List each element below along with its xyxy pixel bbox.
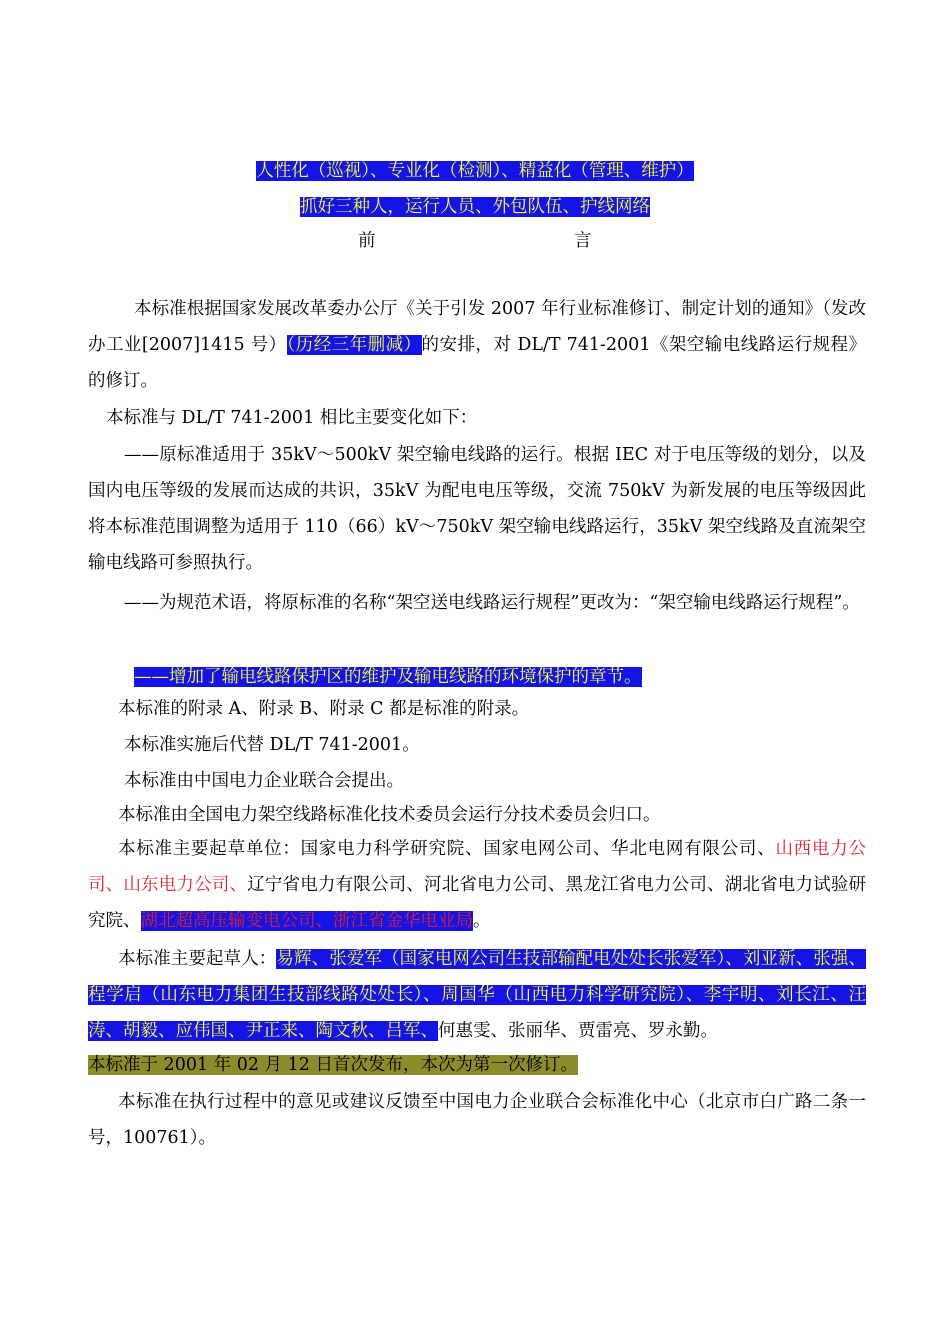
drafting-units-highlight: 湖北超高压输变电公司、浙江省金华电业局 — [140, 911, 473, 931]
paragraph-change-chapters-text: ——增加了输电线路保护区的维护及输电线路的环境保护的章节。 — [134, 667, 642, 687]
paragraph-appendix: 本标准的附录 A、附录 B、附录 C 都是标准的附录。 — [118, 699, 530, 719]
paragraph-basis-b: 的安排，对 DL/T 741-2001《架空输电线路运行规程》的修订。 — [88, 335, 866, 391]
preface-char-1: 前 — [358, 231, 376, 251]
banner-line-2 — [0, 190, 950, 224]
paragraph-drafters — [88, 941, 866, 1049]
banner-line-1 — [0, 154, 950, 188]
paragraph-basis — [88, 291, 866, 399]
paragraph-change-chapters — [88, 659, 866, 695]
paragraph-replace: 本标准实施后代替 DL/T 741-2001。 — [124, 735, 420, 755]
drafting-units-b: 辽宁省电力有限公司、河北省电力公司、黑龙江省电力公司、湖北省电力试验研究院、 — [88, 875, 867, 931]
paragraph-changes-intro: 本标准与 DL/T 741-2001 相比主要变化如下： — [106, 408, 478, 428]
drafting-units-a: 本标准主要起草单位：国家电力科学研究院、国家电网公司、华北电网有限公司、 — [118, 839, 776, 859]
paragraph-proposer: 本标准由中国电力企业联合会提出。 — [124, 771, 404, 791]
drafting-units-red: 山西电力公司、山东电力公司、 — [88, 839, 867, 895]
drafting-units-c: 。 — [473, 911, 491, 931]
paragraph-release-text: 本标准于 2001 年 02 月 12 日首次发布，本次为第一次修订。 — [88, 1055, 578, 1075]
paragraph-drafting-units — [88, 831, 866, 939]
banner-line-2-text: 抓好三种人，运行人员、外包队伍、护线网络 — [300, 197, 650, 217]
paragraph-change-name: ——为规范术语，将原标准的名称“架空送电线路运行规程”更改为：“架空输电线路运行规程”。 — [124, 593, 860, 613]
paragraph-feedback: 本标准在执行过程中的意见或建议反馈至中国电力企业联合会标准化中心（北京市白广路二条一号，100761）。 — [88, 1092, 866, 1148]
paragraph-basis-a: 本标准根据国家发展改革委办公厅《关于引发 2007 年行业标准修订、制定计划的通知》（发改办工业[2007]1415 号） — [88, 299, 866, 355]
paragraph-change-scope: ——原标准适用于 35kV～500kV 架空输电线路的运行。根据 IEC 对于电压等级的划分，以及国内电压等级的发展而达成的共识，35kV 为配电电压等级，交流 750kV 为新发展的电压等级因此将本标准范围调整为适用于 110（66）kV～750kV 架空输电线路运行，35kV 架空线路及直流架空输电线路可参照执行。 — [88, 445, 866, 573]
preface-char-2: 言 — [574, 231, 592, 251]
drafters-label: 本标准主要起草人： — [118, 949, 277, 969]
drafters-rest: 何惠雯、张丽华、贾雷亮、罗永勤。 — [438, 1021, 718, 1041]
drafters-highlight: 易辉、张爱军（国家电网公司生技部输配电处处长张爱军）、刘亚新、张强、程学启（山东电力集团生技部线路处处长）、周国华（山西电力科学研究院）、李宇明、刘长江、汪涛、胡毅、应伟国、尹正来、陶文秋、吕军、 — [88, 949, 867, 1041]
paragraph-basis-highlight: （历经三年删减） — [286, 335, 422, 355]
paragraph-committee: 本标准由全国电力架空线路标准化技术委员会运行分技术委员会归口。 — [118, 805, 661, 825]
banner-line-1-text: 人性化（巡视）、专业化（检测）、精益化（管理、维护） — [256, 161, 694, 181]
paragraph-release — [88, 1050, 866, 1080]
